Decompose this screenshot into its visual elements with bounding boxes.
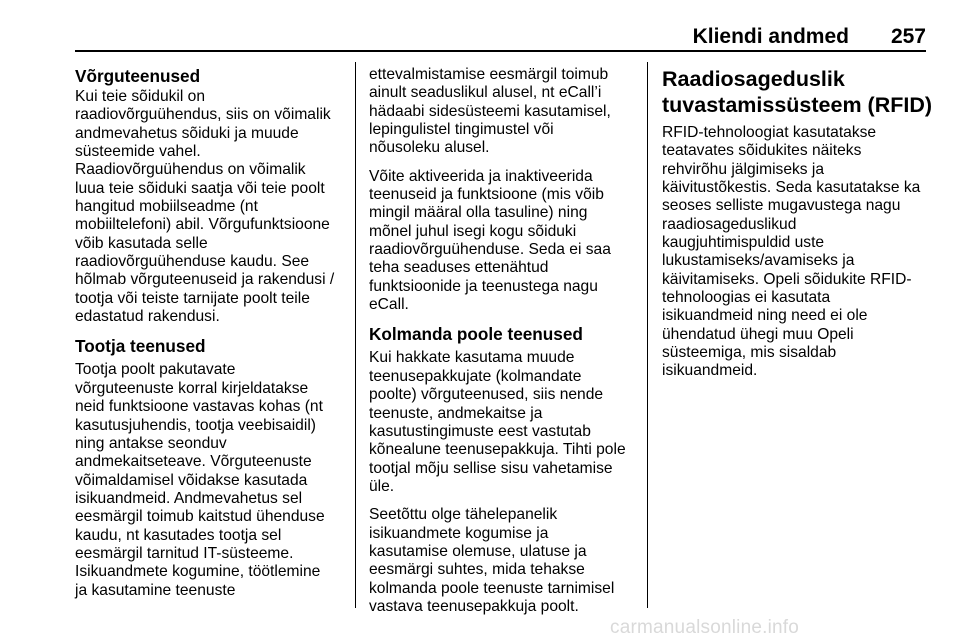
text-line: ainult seaduslikul alusel, nt eCall’i	[369, 84, 602, 102]
text-line: isikuandmeid.	[662, 362, 758, 380]
text-line: ning antakse seonduv	[75, 434, 227, 452]
text-line: kõnealune teenusepakkuja. Tihti pole	[369, 441, 626, 459]
heading-rfid	[662, 66, 932, 118]
column-3	[662, 66, 932, 391]
page-number: 257	[890, 25, 926, 48]
heading-manufacturer-services: Tootja teenused	[75, 336, 206, 357]
text-line: ettevalmistamise eesmärgil toimub	[369, 66, 609, 83]
text-line: seoses selliste mugavustega nagu	[662, 197, 901, 215]
text-line: teenuste, andmekaitse ja	[369, 404, 543, 422]
text-line: mingil määral olla tasuline) ning	[369, 204, 588, 222]
text-line: võrguteenuste korral kirjeldatakse	[75, 379, 309, 397]
text-line: kaudu, nt kasutades tootja sel	[75, 526, 282, 544]
watermark: carmanualsonline.info	[610, 617, 800, 638]
text-line: käivitamiseks. Opeli sõidukite RFID-	[662, 270, 912, 288]
text-line: kolmanda poole teenuste tarnimisel	[369, 579, 615, 597]
text-line: eCall.	[369, 296, 409, 314]
text-line: süsteemiga, mis sisaldab	[662, 344, 837, 362]
text-line: eesmärgil tarnitud IT-süsteeme.	[75, 544, 294, 562]
text-line: eesmärgi suhtes, mida tehakse	[369, 561, 585, 579]
text-line: teenusepakkujate (kolmandate	[369, 367, 582, 385]
text-line: rehvirõhu jälgimiseks ja	[662, 160, 825, 178]
text-line: Isikuandmete kogumine, töötlemine	[75, 563, 321, 581]
text-line: mõnel juhul isegi kogu sõiduki	[369, 222, 577, 240]
text-line: võib kasutada selle	[75, 234, 208, 252]
text-line: neid funktsioone vastavas kohas (nt	[75, 398, 323, 416]
text-line: raadiosageduslikud	[662, 215, 797, 233]
text-line: RFID-tehnoloogiat kasutatakse	[662, 124, 877, 141]
heading-third-party-services: Kolmanda poole teenused	[369, 324, 583, 345]
heading-line: tuvastamissüsteem (RFID)	[662, 93, 933, 117]
text-line: lepingulistel tingimustel või	[369, 121, 554, 139]
text-line: lukustamiseks/avamiseks ja	[662, 252, 855, 270]
paragraph	[369, 66, 626, 158]
heading-line: Raadiosageduslik	[662, 67, 845, 91]
text-line: isikuandmeid ning need ei ole	[662, 307, 868, 325]
text-line: teenuseid ja funktsioone (mis võib	[369, 186, 604, 204]
text-line: andmevahetus sõiduki ja muude	[75, 124, 299, 142]
text-line: luua teie sõiduki saatja või teie poolt	[75, 179, 325, 197]
text-line: andmekaitseteave. Võrguteenuste	[75, 453, 312, 471]
text-line: süsteemide vahel.	[75, 143, 201, 161]
text-line: vastava teenusepakkuja poolt.	[369, 597, 579, 615]
text-line: funktsioonide ja teenustega nagu	[369, 277, 598, 295]
text-line: kasutamise olemuse, ulatuse ja	[369, 542, 587, 560]
paragraph	[662, 124, 932, 381]
text-line: hõlmab võrguteenuseid ja rakendusi /	[75, 271, 335, 289]
text-line: Võite aktiveerida ja inaktiveerida	[369, 167, 593, 185]
text-line: Kui hakkate kasutama muude	[369, 349, 575, 367]
text-line: kasutustingimuste eest vastutab	[369, 422, 591, 440]
page-header	[693, 26, 926, 47]
column-divider-1	[355, 62, 356, 608]
text-line: Seetõttu olge tähelepanelik	[369, 506, 558, 524]
text-line: poolte) võrguteenused, siis nende	[369, 386, 604, 404]
text-line: nõusoleku alusel.	[369, 139, 490, 157]
column-1	[75, 66, 334, 610]
text-line: isikuandmete kogumise ja	[369, 524, 549, 542]
column-divider-2	[647, 62, 648, 608]
text-line: tootjal mõju sellise sisu vahetamise	[369, 459, 613, 477]
text-line: ja kasutamine teenuste	[75, 581, 236, 599]
paragraph	[75, 88, 334, 326]
text-line: kaugjuhtimispuldid uste	[662, 234, 825, 252]
text-line: mobiiltelefoni) abil. Võrgufunktsioone	[75, 216, 330, 234]
text-line: raadiovõrguühendus, siis on võimalik	[75, 106, 331, 124]
text-line: tootja või teiste tarnijate poolt teile	[75, 289, 310, 307]
text-line: Tootja poolt pakutavate	[75, 361, 236, 379]
text-line: raadiovõrguühenduse kaudu. See	[75, 253, 310, 271]
text-line: hangitud mobiilseadme (nt	[75, 198, 258, 216]
text-line: isikuandmeid. Andmevahetus sel	[75, 489, 303, 507]
text-line: käivitustõkestis. Seda kasutatakse ka	[662, 179, 921, 197]
heading-network-services: Võrguteenused	[75, 66, 201, 86]
paragraph	[369, 349, 626, 496]
text-line: hädaabi sidesüsteemi kasutamisel,	[369, 102, 611, 120]
text-line: eesmärgil toimub kaitstud ühenduse	[75, 508, 325, 526]
text-line: Kui teie sõidukil on	[75, 88, 206, 105]
header-rule	[75, 50, 926, 52]
section-title: Kliendi andmed	[692, 25, 849, 48]
text-line: kasutusjuhendis, tootja veebisaidil)	[75, 416, 316, 434]
text-line: ühendatud ühegi muu Opeli	[662, 325, 854, 343]
text-line: teatavates sõidukites näiteks	[662, 142, 862, 160]
paragraph	[75, 361, 334, 599]
paragraph	[369, 506, 626, 616]
text-line: edastatud rakendusi.	[75, 308, 220, 326]
text-line: Raadiovõrguühendus on võimalik	[75, 161, 306, 179]
text-line: üle.	[369, 477, 395, 495]
paragraph	[369, 168, 626, 315]
text-line: võimaldamisel võidakse kasutada	[75, 471, 308, 489]
column-2	[369, 66, 626, 626]
text-line: teha seaduses ettenähtud	[369, 259, 549, 277]
text-line: raadiovõrguühenduse. Seda ei saa	[369, 241, 611, 259]
text-line: tehnoloogias ei kasutata	[662, 289, 831, 307]
